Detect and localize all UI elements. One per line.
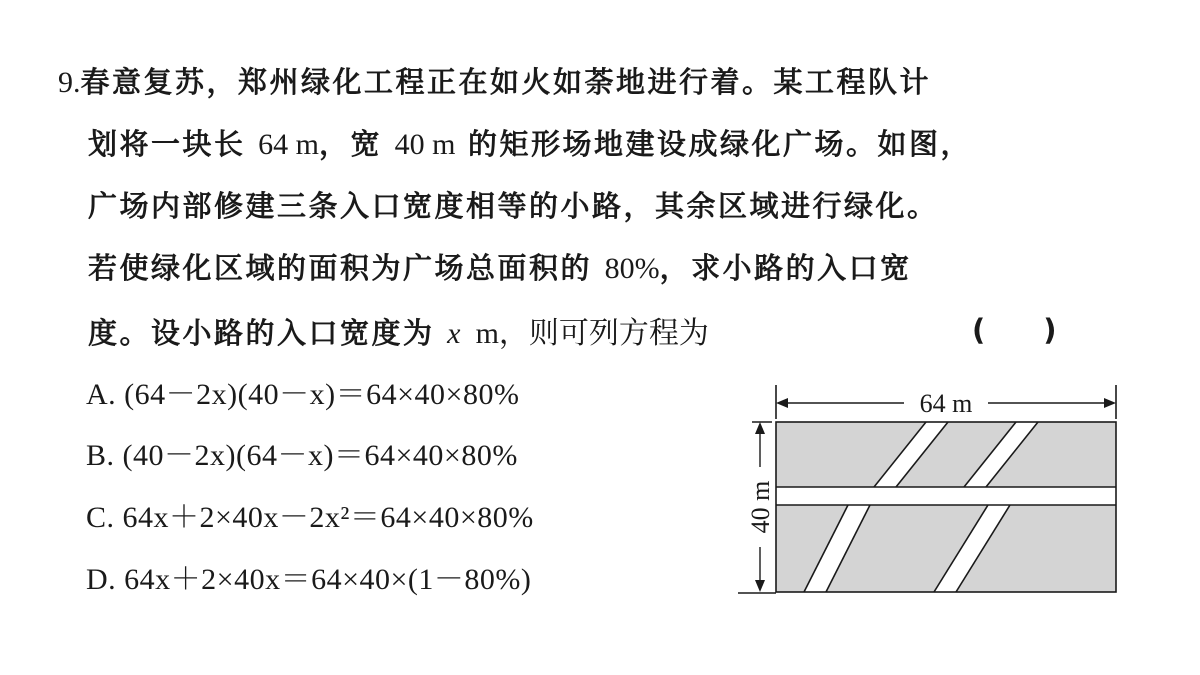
q2-text-e: 的矩形场地建设成绿化广场。如图， — [468, 127, 973, 161]
q3-text: 广场内部修建三条入口宽度相等的小路，其余区域进行绿化。 — [88, 189, 939, 223]
horizontal-road — [776, 487, 1116, 505]
option-b-letter: B. — [86, 439, 115, 472]
option-c[interactable] — [86, 492, 534, 536]
length-value: 64 m — [258, 128, 319, 161]
option-d-text: 64x＋2×40x＝64×40×(1－80%) — [124, 563, 532, 596]
option-c-text: 64x＋2×40x－2x²＝64×40×80% — [122, 501, 534, 534]
question-number: 9. — [58, 66, 81, 99]
percent-value: 80% — [604, 252, 660, 285]
variable-x: x — [447, 317, 463, 350]
q5-text-c: m，则可列方程为 — [475, 317, 709, 350]
question-line-5 — [88, 308, 709, 352]
height-label: 40 m — [746, 480, 775, 534]
option-a-letter: A. — [86, 378, 117, 411]
q4-text-c: ，求小路的入口宽 — [659, 251, 912, 285]
option-d-letter: D. — [86, 563, 117, 596]
option-d[interactable] — [86, 554, 531, 598]
question-line-3 — [88, 184, 939, 225]
question-line-2 — [88, 122, 972, 163]
width-value: 40 m — [394, 128, 456, 161]
option-a-text: (64－2x)(40－x)＝64×40×80% — [124, 378, 520, 411]
q4-text-a: 若使绿化区域的面积为广场总面积的 — [88, 251, 593, 285]
park-diagram — [736, 383, 1121, 599]
q2-text-c: ，宽 — [318, 127, 382, 161]
option-a[interactable] — [86, 369, 519, 413]
q5-text-a: 度。设小路的入口宽度为 — [88, 316, 435, 350]
q2-text-a: 划将一块长 — [88, 127, 246, 161]
question-line-1 — [58, 60, 931, 101]
option-b[interactable] — [86, 430, 518, 474]
question-line-4 — [88, 246, 912, 287]
option-b-text: (40－2x)(64－x)＝64×40×80% — [122, 439, 518, 472]
width-label: 64 m — [919, 389, 973, 418]
answer-bracket: ( ) — [972, 313, 1057, 347]
question-text-1: 春意复苏，郑州绿化工程正在如火如荼地进行着。某工程队计 — [80, 65, 932, 99]
option-c-letter: C. — [86, 501, 115, 534]
